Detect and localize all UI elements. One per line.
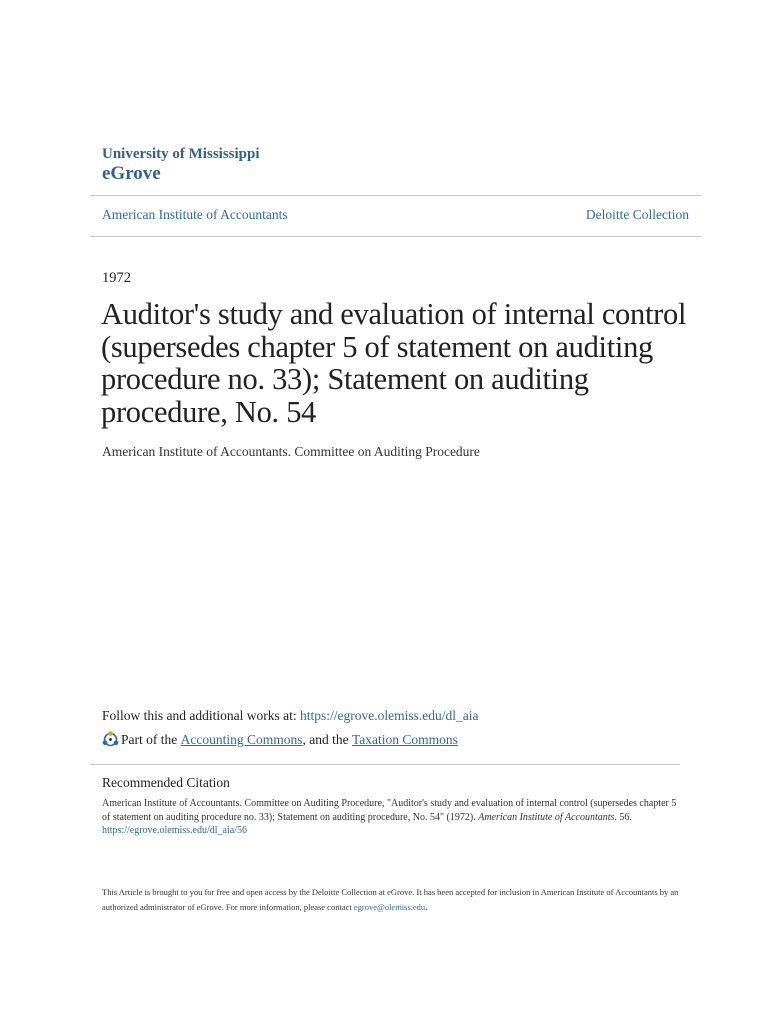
citation-block: [102, 797, 682, 838]
series-divider: [90, 236, 701, 237]
series-link-deloitte[interactable]: Deloitte Collection: [585, 207, 689, 222]
follow-prefix: Follow this and additional works at:: [102, 708, 300, 723]
series-link-aia[interactable]: American Institute of Accountants: [102, 207, 288, 222]
citation-url-link[interactable]: https://egrove.olemiss.edu/dl_aia/56: [102, 825, 247, 836]
part-of-line: [102, 731, 458, 748]
publication-year: 1972: [102, 270, 131, 286]
recommended-citation-heading: Recommended Citation: [102, 775, 230, 790]
citation-divider: [90, 764, 680, 765]
article-author: American Institute of Accountants. Committee on Auditing Procedure: [102, 444, 480, 459]
article-title: Auditor's study and evaluation of internal control (supersedes chapter 5 of statement on auditing procedure no. 33); Statement on auditing procedure, No. 54: [101, 297, 687, 429]
top-divider: [90, 195, 701, 196]
part-of-prefix: Part of the: [121, 731, 178, 747]
citation-journal: American Institute of Accountants: [478, 811, 615, 823]
access-text: This Article is brought to you for free and open access by the Deloitte Collection at eGrove. It has been accepted for inclusion in American Institute of Accountants by an authorized administrator of eGrove. For more information, please contact: [102, 887, 679, 912]
university-name: University of Mississippi: [102, 146, 260, 162]
contact-email-link[interactable]: egrove@olemiss.edu: [353, 901, 426, 912]
citation-text: American Institute of Accountants. Committee on Auditing Procedure, "Auditor's study and evaluation of internal control (supersedes chapter 5 of statement on auditing procedure no. 33); Statement on auditing procedure, No. 54" (1972).: [102, 798, 677, 823]
open-access-notice: [102, 885, 682, 914]
follow-line: [102, 708, 478, 724]
taxation-commons-link[interactable]: Taxation Commons: [352, 731, 458, 747]
follow-url-link[interactable]: https://egrove.olemiss.edu/dl_aia: [300, 708, 479, 723]
access-end: .: [425, 901, 428, 912]
repository-name[interactable]: eGrove: [102, 163, 161, 184]
commons-network-icon: [102, 731, 119, 748]
accounting-commons-link[interactable]: Accounting Commons: [180, 731, 303, 747]
citation-number: . 56.: [614, 811, 632, 823]
part-of-middle: , and the: [302, 731, 349, 747]
